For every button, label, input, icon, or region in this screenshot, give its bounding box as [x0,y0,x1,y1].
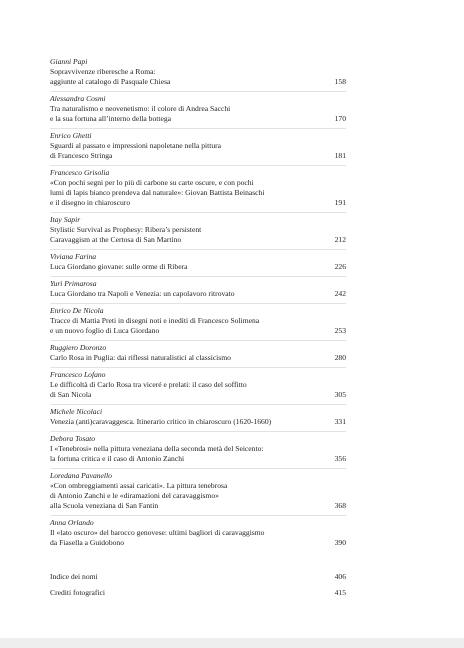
entry-page-number: 158 [334,77,346,86]
toc-entry [50,368,346,405]
entry-page-number: 280 [334,353,346,362]
back-matter-item [50,569,346,585]
entry-author: Loredana Pavanello [50,471,112,480]
entry-title-line: aggiunte al catalogo di Pasquale Chiesa [50,77,171,86]
entry-row [50,444,346,464]
entry-title-line: Le difficoltà di Carlo Rosa tra viceré e prelati: il caso del soffitto [50,380,247,389]
entry-page-number: 356 [334,454,346,463]
entry-title [50,67,300,87]
toc-entry [50,277,346,304]
toc-entry [50,92,346,129]
entry-page-number: 305 [334,390,346,399]
entry-title-line: Tra naturalismo e neovenetismo: il colore di Andrea Sacchi [50,104,231,113]
entry-row [50,417,346,427]
entry-row [50,289,346,299]
toc-entry [50,516,346,552]
entry-row [50,262,346,272]
back-matter-page-number: 406 [334,572,346,581]
entry-page-number: 242 [334,289,346,298]
toc-entry [50,405,346,432]
entry-title [50,262,300,272]
entry-row [50,141,346,161]
entry-title-line: da Fiasella a Guidobono [50,538,125,547]
entry-title-line: Caravaggism at the Certosa di San Martino [50,235,182,244]
entry-author: Enrico De Nicola [50,306,104,315]
entry-title-line: di Francesco Stringa [50,151,113,160]
entry-title [50,141,300,161]
entry-title [50,178,300,208]
entry-title [50,353,300,363]
toc-entry [50,213,346,250]
back-matter-label: Crediti fotografici [50,588,106,597]
entry-author: Francesco Lofano [50,370,106,379]
entry-author: Ruggiero Doronzo [50,343,107,352]
entry-title [50,380,300,400]
entry-page-number: 253 [334,326,346,335]
entry-author: Enrico Ghetti [50,131,92,140]
entry-title-line: Il «lato oscuro» del barocco genovese: ultimi bagliori di caravaggismo [50,528,265,537]
entry-title-line: e la sua fortuna all’interno della bottega [50,114,172,123]
entry-page-number: 181 [334,151,346,160]
entry-page-number: 191 [334,198,346,207]
entry-author: Debora Tosato [50,434,96,443]
entry-title-line: Luca Giordano tra Napoli e Venezia: un capolavoro ritrovato [50,289,235,298]
back-matter-label: Indice dei nomi [50,572,98,581]
entry-title-line: «Con pochi segni per lo più di carbone su carte oscure, e con pochi [50,178,254,187]
entry-title-line: Tracce di Mattia Preti in disegni noti e inediti di Francesco Solimena [50,316,260,325]
entry-author: Viviana Farina [50,252,97,261]
entry-title-line: Venezia (anti)caravaggesca. Itinerario critico in chiaroscuro (1620-1660) [50,417,272,426]
entry-author: Gianni Papi [50,57,88,66]
entry-title-line: Sguardi al passato e impressioni napoletane nella pittura [50,141,222,150]
entry-row [50,104,346,124]
entry-row [50,225,346,245]
entry-page-number: 170 [334,114,346,123]
toc-entry [50,341,346,368]
back-matter [50,569,346,601]
back-matter-item [50,585,346,601]
toc-entry [50,432,346,469]
entry-title-line: Sopravvivenze riberesche a Roma: [50,67,156,76]
entry-title-line: I «Tenebrosi» nella pittura veneziana della seconda metà del Seicento: [50,444,264,453]
entry-author: Yuri Primarosa [50,279,97,288]
entry-title-line: la fortuna critica e il caso di Antonio Zanchi [50,454,185,463]
entry-title [50,104,300,124]
entry-page-number: 390 [334,538,346,547]
entry-title [50,444,300,464]
entry-title [50,481,300,511]
entry-page-number: 226 [334,262,346,271]
entry-row [50,178,346,208]
entry-title [50,316,300,336]
entry-title [50,417,300,427]
entry-author: Anna Orlando [50,518,94,527]
entry-row [50,528,346,548]
entry-row [50,316,346,336]
toc-entry [50,469,346,516]
entry-title-line: e il disegno in chiaroscuro [50,198,131,207]
toc-entry [50,129,346,166]
entry-row [50,353,346,363]
toc-entry [50,304,346,341]
entry-page-number: 331 [334,417,346,426]
entry-title-line: e un nuovo foglio di Luca Giordano [50,326,160,335]
entry-row [50,481,346,511]
entry-title-line: alla Scuola veneziana di San Fantin [50,501,159,510]
entry-title-line: lumi di lapis bianco prendeva dal naturale»: Giovan Battista Beinaschi [50,188,265,197]
entry-title-line: Carlo Rosa in Puglia: dai riflessi naturalistici al classicismo [50,353,231,362]
entry-page-number: 368 [334,501,346,510]
entry-author: Michele Nicolaci [50,407,103,416]
entry-row [50,67,346,87]
entry-author: Itay Sapir [50,215,81,224]
entry-row [50,380,346,400]
entry-title-line: di San Nicola [50,390,92,399]
entry-page-number: 212 [334,235,346,244]
entry-title [50,289,300,299]
toc-entry [50,250,346,277]
entry-title [50,225,300,245]
table-of-contents [50,55,346,552]
toc-entry [50,55,346,92]
entry-author: Alessandra Cosmi [50,94,106,103]
entry-title-line: «Con ombreggiamenti assai caricati». La pittura tenebrosa [50,481,228,490]
entry-title-line: di Antonio Zanchi e le «diramazioni del caravaggismo» [50,491,219,500]
toc-entry [50,166,346,213]
back-matter-page-number: 415 [334,588,346,597]
entry-title-line: Stylistic Survival as Prophesy: Ribera’s persistent [50,225,202,234]
entry-title-line: Luca Giordano giovane: sulle orme di Ribera [50,262,188,271]
entry-author: Francesco Grisolia [50,168,110,177]
entry-title [50,528,300,548]
